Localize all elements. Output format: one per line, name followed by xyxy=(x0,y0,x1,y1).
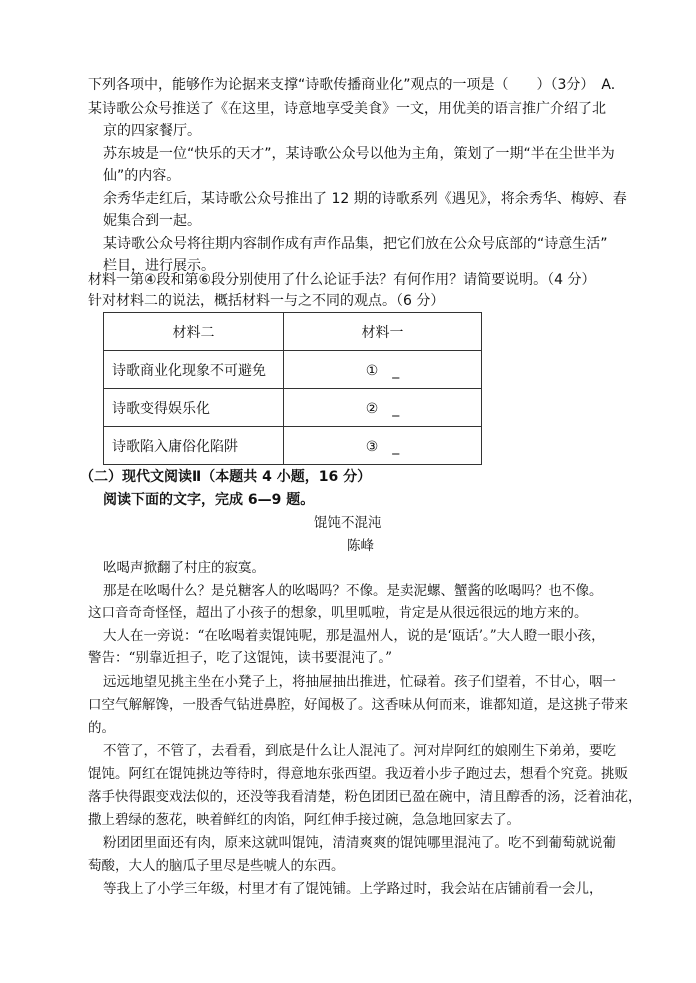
table-header-row xyxy=(104,313,482,351)
article-line: 警告：“别靠近担子，吃了这馄饨，读书要混沌了。” xyxy=(88,650,393,666)
option-b-line1: 苏东坡是一位“快乐的天才”，某诗歌公众号以他为主角，策划了一期“半在尘世半为 xyxy=(103,146,615,162)
option-c-line2: 妮集合到一起。 xyxy=(103,213,201,229)
article-line: 粉团团里面还有肉，原来这就叫馄饨，清清爽爽的馄饨哪里混沌了。吃不到葡萄就说葡 xyxy=(103,835,616,851)
article-line: 吆喝声掀翻了村庄的寂寞。 xyxy=(103,560,265,576)
question-5: 针对材料二的说法，概括材料一与之不同的观点。（6 分） xyxy=(88,293,445,309)
article-line: 撒上碧绿的葱花，映着鲜红的肉馅，阿红伸手接过碗，急急地回家去了。 xyxy=(88,812,520,828)
table-answer-cell: ② _ xyxy=(284,389,482,427)
option-b-line2: 仙”的内容。 xyxy=(103,168,181,184)
table-row xyxy=(104,389,482,427)
article-author: 陈峰 xyxy=(347,538,374,554)
question-stem: 下列各项中，能够作为论据来支撑“诗歌传播商业化”观点的一项是（ ）（3分） A. xyxy=(88,77,616,93)
table-cell: 诗歌商业化现象不可避免 xyxy=(104,351,284,389)
table-cell: 诗歌陷入庸俗化陷阱 xyxy=(104,427,284,465)
option-d-line1: 某诗歌公众号将往期内容制作成有声作品集，把它们放在公众号底部的“诗意生活” xyxy=(103,236,608,252)
article-line: 等我上了小学三年级，村里才有了馄饨铺。上学路过时，我会站在店铺前看一会儿， xyxy=(103,881,603,897)
article-line: 远远地望见挑主坐在小凳子上，将抽屉抽出推进，忙碌着。孩子们望着，不甘心，咽一 xyxy=(103,674,616,690)
option-a-line1: 某诗歌公众号推送了《在这里，诗意地享受美食》一文，用优美的语言推广介绍了北 xyxy=(88,101,606,117)
section-title: （二）现代文阅读Ⅱ（本题共 4 小题，16 分） xyxy=(80,469,372,485)
option-a-line2: 京的四家餐厅。 xyxy=(103,123,201,139)
article-line: 馄饨。阿红在馄饨挑边等待时，得意地东张西望。我迈着小步子跑过去，想看个究竟。挑贩 xyxy=(88,766,628,782)
article-line: 的。 xyxy=(88,720,115,736)
table-row xyxy=(104,351,482,389)
table-cell: 诗歌变得娱乐化 xyxy=(104,389,284,427)
article-line: 不管了，不管了，去看看，到底是什么让人混沌了。河对岸阿红的娘刚生下弟弟，要吃 xyxy=(103,743,616,759)
article-line: 这口音奇奇怪怪，超出了小孩子的想象，叽里呱啦，肯定是从很远很远的地方来的。 xyxy=(88,605,588,621)
article-line: 萄酸，大人的脑瓜子里尽是些唬人的东西。 xyxy=(88,858,345,874)
question-4: 材料一第④段和第⑥段分别使用了什么论证手法？有何作用？请简要说明。（4 分） xyxy=(88,272,596,288)
option-c-line1: 余秀华走红后，某诗歌公众号推出了 12 期的诗歌系列《遇见》，将余秀华、梅婷、春 xyxy=(103,191,627,207)
article-line: 口空气解解馋，一股香气钻进鼻腔，好闻极了。这香味从何而来，谁都知道，是这挑子带来 xyxy=(88,697,628,713)
section-instruction: 阅读下面的文字，完成 6—9 题。 xyxy=(103,492,315,508)
table-header-cell: 材料一 xyxy=(284,313,482,351)
table-answer-cell: ① _ xyxy=(284,351,482,389)
article-line: 落手快得跟变戏法似的，还没等我看清楚，粉色团团已盈在碗中，清且醇香的汤，泛着油花， xyxy=(88,789,642,805)
article-line: 那是在吆喝什么？是兑糖客人的吆喝吗？不像。是卖泥螺、蟹酱的吆喝吗？也不像。 xyxy=(103,583,603,599)
article-line: 大人在一旁说：“在吆喝着卖馄饨呢，那是温州人，说的是‘瓯话’。”大人瞪一眼小孩， xyxy=(103,628,605,644)
table-row xyxy=(104,427,482,465)
comparison-table xyxy=(103,312,482,465)
option-d-line2: 栏目，进行展示。 xyxy=(103,258,215,274)
article-title: 馄饨不混沌 xyxy=(314,515,382,531)
table-answer-cell: ③ _ xyxy=(284,427,482,465)
table-header-cell: 材料二 xyxy=(104,313,284,351)
